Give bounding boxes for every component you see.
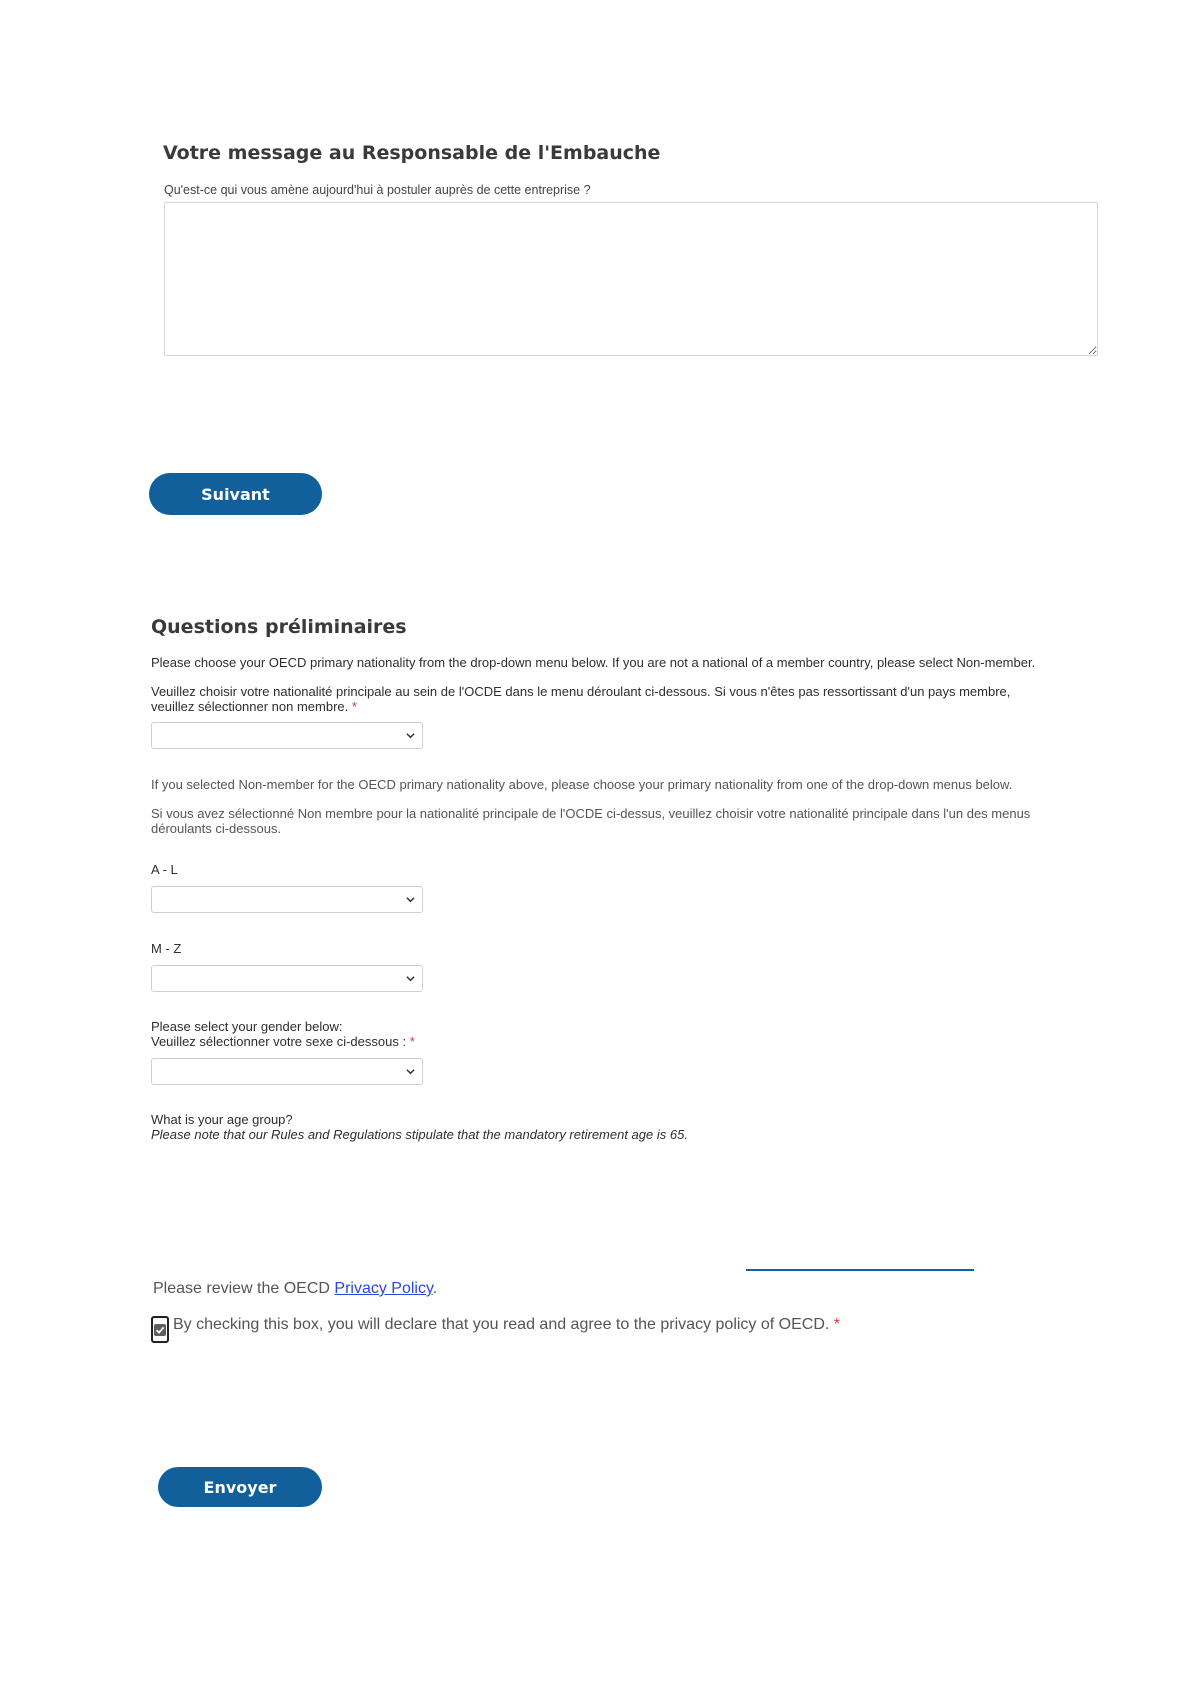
nationality-instruction-en: Please choose your OECD primary nationality from the drop-down menu below. If you are not a national of a member country, please select Non-member. xyxy=(151,655,1036,670)
message-section-title: Votre message au Responsable de l'Embauche xyxy=(163,142,661,164)
privacy-review-text xyxy=(153,1280,437,1298)
range-mz-label: M - Z xyxy=(151,941,182,956)
privacy-policy-link[interactable]: Privacy Policy xyxy=(334,1280,433,1297)
oecd-nationality-select[interactable] xyxy=(151,722,423,749)
send-button[interactable]: Envoyer xyxy=(158,1467,322,1507)
gender-instruction-fr-text: Veuillez sélectionner votre sexe ci-dessous : xyxy=(151,1034,407,1049)
gender-required-mark: * xyxy=(409,1034,415,1049)
chevron-down-icon xyxy=(406,1067,415,1076)
preliminary-section-title: Questions préliminaires xyxy=(151,616,407,638)
gender-instruction-en: Please select your gender below: xyxy=(151,1019,343,1034)
nationality-instruction-fr-line2 xyxy=(151,699,357,714)
nationality-mz-select[interactable] xyxy=(151,965,423,992)
gender-instruction-fr xyxy=(151,1034,415,1049)
privacy-review-prefix: Please review the OECD xyxy=(153,1280,335,1297)
privacy-agree-checkbox[interactable] xyxy=(151,1316,169,1343)
nationality-instruction-fr-text: veuillez sélectionner non membre. xyxy=(151,699,349,714)
privacy-review-suffix: . xyxy=(432,1280,438,1297)
privacy-required-mark: * xyxy=(833,1316,841,1333)
nonmember-instruction-fr-line2: déroulants ci-dessous. xyxy=(151,821,282,836)
nationality-instruction-fr-line1: Veuillez choisir votre nationalité principale au sein de l'OCDE dans le menu déroulant ci-dessous. Si vous n'êtes pas ressortissant d'un pays membre, xyxy=(151,684,1011,699)
nationality-required-mark: * xyxy=(351,699,357,714)
nationality-al-select[interactable] xyxy=(151,886,423,913)
message-prompt: Qu'est-ce qui vous amène aujourd'hui à postuler auprès de cette entreprise ? xyxy=(164,183,591,197)
nonmember-instruction-fr-line1: Si vous avez sélectionné Non membre pour la nationalité principale de l'OCDE ci-dessus, veuillez choisir votre nationalité principale dans l'un des menus xyxy=(151,806,1031,821)
chevron-down-icon xyxy=(406,895,415,904)
checkbox-checked-icon xyxy=(154,1324,166,1336)
age-group-question: What is your age group? xyxy=(151,1112,293,1127)
chevron-down-icon xyxy=(406,731,415,740)
privacy-agree-text: By checking this box, you will declare that you read and agree to the privacy policy of OECD. xyxy=(173,1316,830,1333)
next-button[interactable]: Suivant xyxy=(149,473,322,515)
gender-select[interactable] xyxy=(151,1058,423,1085)
chevron-down-icon xyxy=(406,974,415,983)
nonmember-instruction-en: If you selected Non-member for the OECD primary nationality above, please choose your primary nationality from one of the drop-down menus below. xyxy=(151,777,1013,792)
message-textarea[interactable] xyxy=(164,202,1098,356)
age-group-note: Please note that our Rules and Regulations stipulate that the mandatory retirement age is 65. xyxy=(151,1127,688,1142)
range-al-label: A - L xyxy=(151,862,178,877)
privacy-agree-label xyxy=(173,1316,840,1334)
accent-divider xyxy=(746,1269,974,1271)
